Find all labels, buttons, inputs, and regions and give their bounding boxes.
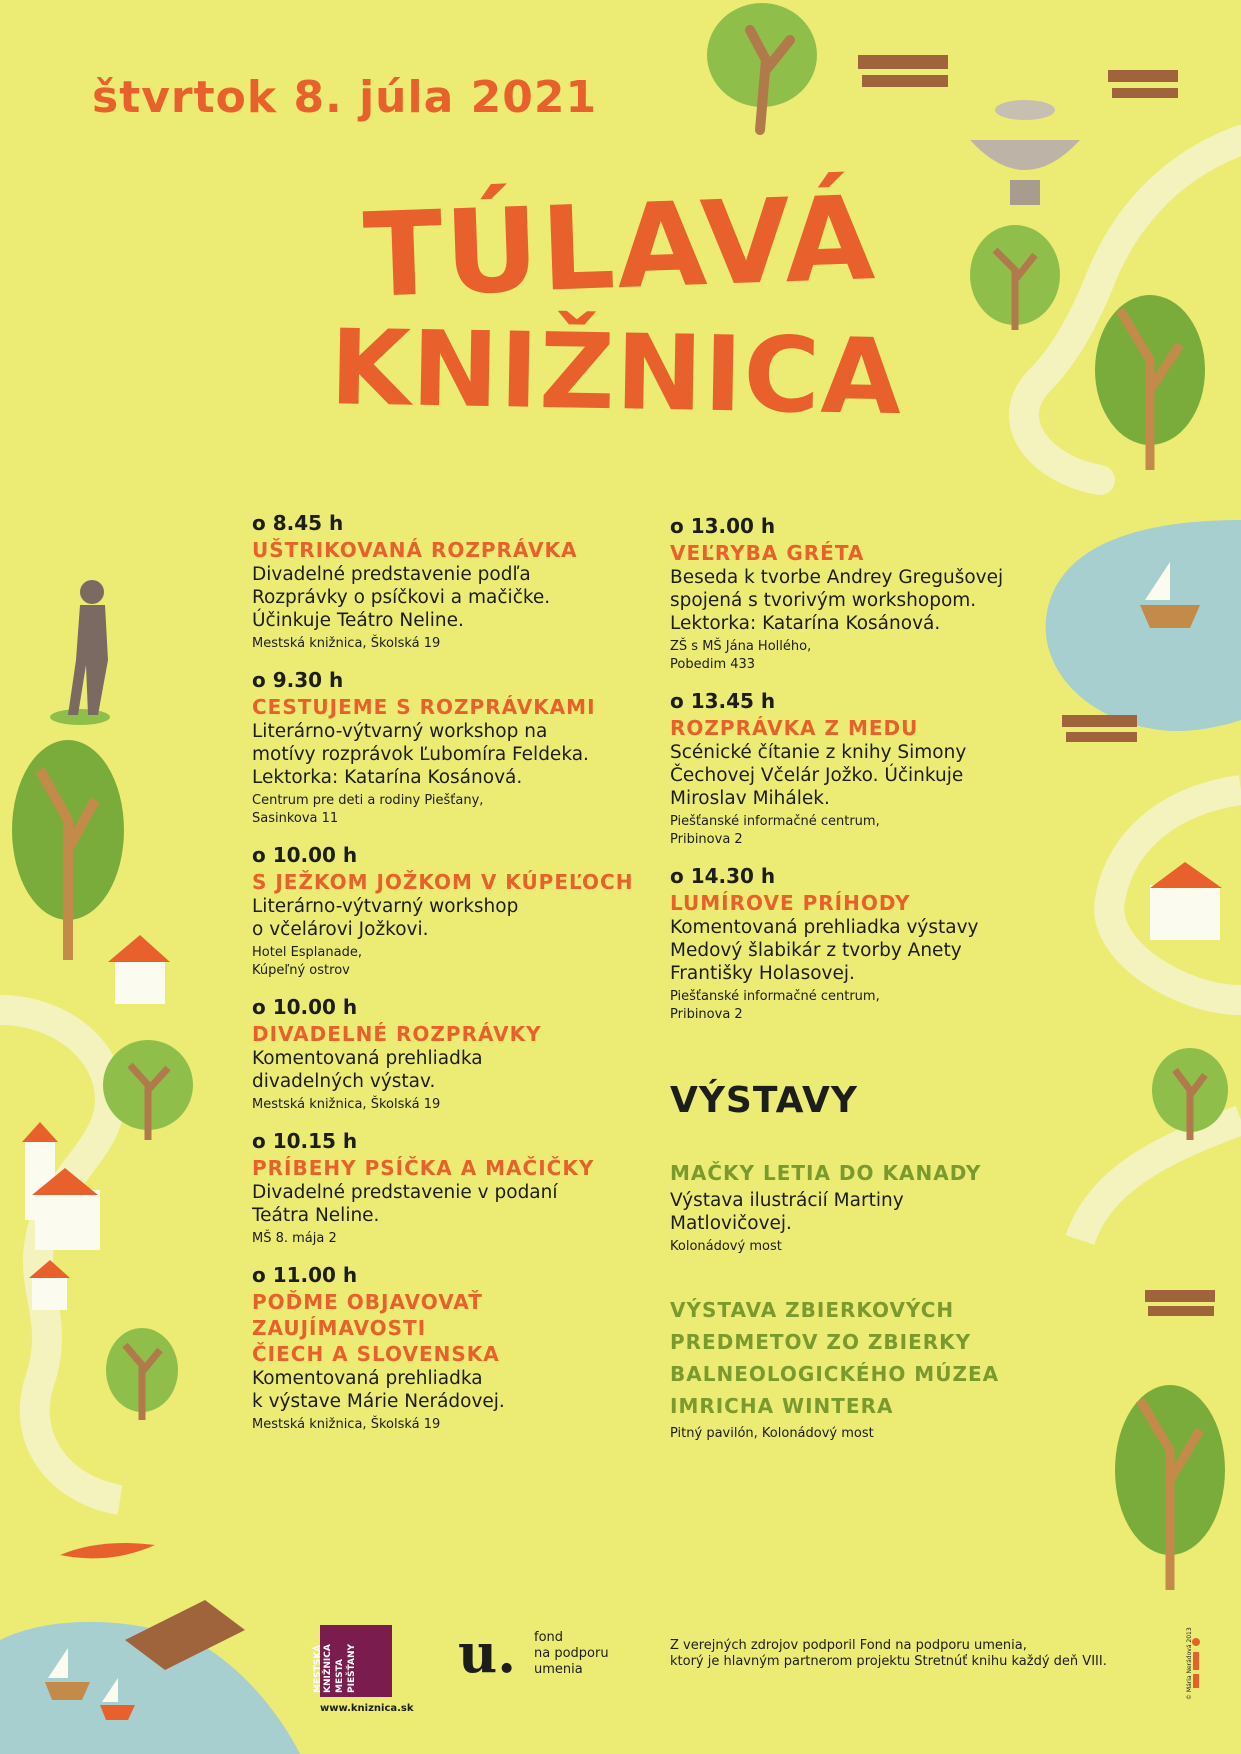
event-venue <box>252 1096 642 1114</box>
description-line: Miroslav Mihálek. <box>670 788 830 809</box>
event-time: o 10.15 h <box>252 1129 358 1153</box>
venue-line: Pitný pavilón, Kolonádový most <box>670 1426 874 1441</box>
description-line: Medový šlabikár z tvorby Anety <box>670 940 962 961</box>
exhibition-title-line: IMRICHA WINTERA <box>670 1394 894 1418</box>
description-line: Komentovaná prehliadka <box>252 1048 483 1069</box>
bench-1 <box>858 55 948 87</box>
tree-small-right <box>970 225 1060 330</box>
house-right <box>1150 862 1222 940</box>
exhibition-title <box>670 1294 1060 1422</box>
event-title-line: POĎME OBJAVOVAŤ <box>252 1290 483 1314</box>
bench-4 <box>1145 1290 1215 1316</box>
event-venue <box>252 635 642 653</box>
bench-2 <box>1108 70 1178 98</box>
venue-line: Sasinkova 11 <box>252 811 339 826</box>
event-title <box>252 1289 642 1367</box>
library-url: www.kniznica.sk <box>320 1703 414 1714</box>
event-venue <box>670 638 1060 674</box>
logo-text-line: MESTA <box>335 1659 345 1693</box>
event-description <box>252 563 642 632</box>
support-line: Z verejných zdrojov podporil Fond na podporu umenia, <box>670 1638 1027 1653</box>
venue-line: Kolonádový most <box>670 1239 782 1254</box>
description-line: Výstava ilustrácií Martiny <box>670 1190 904 1211</box>
venue-line: Mestská knižnica, Školská 19 <box>252 1097 441 1112</box>
exhibition-title-line: BALNEOLOGICKÉHO MÚZEA <box>670 1362 1000 1386</box>
tree-top <box>707 3 817 130</box>
exhibition-title <box>670 1157 1060 1189</box>
fund-text-line: fond <box>534 1630 564 1645</box>
fund-text-line: na podporu <box>534 1646 609 1661</box>
description-line: Lektorka: Katarína Kosánová. <box>252 767 523 788</box>
description-line: o včelárovi Jožkovi. <box>252 919 429 940</box>
event-title: S JEŽKOM JOŽKOM V KÚPEĽOCH <box>252 870 634 894</box>
event-venue <box>252 792 642 828</box>
support-statement <box>670 1638 1150 1670</box>
description-line: Literárno-výtvarný workshop na <box>252 721 548 742</box>
description-line: spojená s tvorivým workshopom. <box>670 590 977 611</box>
event-description <box>252 1047 642 1093</box>
venue-line: Centrum pre deti a rodiny Piešťany, <box>252 793 484 808</box>
exhibition-venue <box>670 1238 1060 1256</box>
description-line: Literárno-výtvarný workshop <box>252 896 519 917</box>
statue <box>50 580 110 725</box>
description-line: Teátra Neline. <box>252 1205 380 1226</box>
description-line: Komentovaná prehliadka <box>252 1368 483 1389</box>
venue-line: MŠ 8. mája 2 <box>252 1231 337 1246</box>
fund-logo-mark: u. <box>458 1621 517 1685</box>
event-item <box>252 667 642 828</box>
description-line: k výstave Márie Nerádovej. <box>252 1391 505 1412</box>
description-line: motívy rozprávok Ľubomíra Feldeka. <box>252 744 589 765</box>
exhibition-venue <box>670 1425 1060 1443</box>
logo-text-line: PIEŠŤANY <box>347 1643 357 1693</box>
pond-right <box>1046 520 1241 731</box>
program-column-left <box>252 510 642 1448</box>
venue-line: Mestská knižnica, Školská 19 <box>252 1417 441 1432</box>
event-venue <box>670 813 1060 849</box>
exhibition-title-line: MAČKY LETIA DO KANADY <box>670 1161 982 1185</box>
event-venue <box>252 944 642 980</box>
event-venue <box>670 988 1060 1024</box>
description-line: Účinkuje Teátro Neline. <box>252 610 464 631</box>
event-title: CESTUJEME S ROZPRÁVKAMI <box>252 695 596 719</box>
kayak <box>60 1543 155 1558</box>
event-title-line: ZAUJÍMAVOSTI <box>252 1316 427 1340</box>
illustration-credit: © Mária Nerádová 2013 <box>1186 1627 1193 1700</box>
event-title: VEĽRYBA GRÉTA <box>670 541 865 565</box>
description-line: Divadelné predstavenie podľa <box>252 564 531 585</box>
event-title: UŠTRIKOVANÁ ROZPRÁVKA <box>252 538 578 562</box>
program-column-right <box>670 513 1060 1481</box>
exhibition-item <box>670 1157 1060 1256</box>
description-line: Rozprávky o psíčkovi a mačičke. <box>252 587 551 608</box>
event-item <box>252 1128 642 1248</box>
exhibition-description <box>670 1189 1060 1235</box>
exhibition-item <box>670 1294 1060 1443</box>
event-time: o 10.00 h <box>252 843 358 867</box>
tree-left-1 <box>12 740 124 960</box>
event-time: o 9.30 h <box>252 668 344 692</box>
event-item <box>670 688 1060 849</box>
fund-logo-text <box>534 1630 609 1678</box>
event-item <box>670 513 1060 674</box>
event-item <box>252 842 642 980</box>
venue-line: Piešťanské informačné centrum, <box>670 989 880 1004</box>
tree-right-1 <box>1095 295 1205 470</box>
description-line: Lektorka: Katarína Kosánová. <box>670 613 941 634</box>
title-line-2: KNIŽNICA <box>328 306 904 439</box>
page-title <box>328 171 904 439</box>
description-line: Divadelné predstavenie v podaní <box>252 1182 558 1203</box>
bench-3 <box>1062 715 1137 742</box>
exhibition-title-line: PREDMETOV ZO ZBIERKY <box>670 1330 972 1354</box>
event-item <box>252 1262 642 1434</box>
fund-text-line: umenia <box>534 1662 583 1677</box>
event-date: štvrtok 8. júla 2021 <box>92 72 598 123</box>
fountain <box>970 100 1080 205</box>
event-description <box>670 916 1060 985</box>
event-description <box>670 741 1060 810</box>
event-time: o 14.30 h <box>670 864 776 888</box>
venue-line: Pribinova 2 <box>670 1007 743 1022</box>
event-title: DIVADELNÉ ROZPRÁVKY <box>252 1022 542 1046</box>
event-title: LUMÍROVE PRÍHODY <box>670 891 911 915</box>
event-title-line: ČIECH A SLOVENSKA <box>252 1342 500 1366</box>
event-description <box>252 720 642 789</box>
path-right-low <box>1080 1120 1241 1240</box>
description-line: Františky Holasovej. <box>670 963 855 984</box>
event-time: o 11.00 h <box>252 1263 358 1287</box>
event-item <box>670 863 1060 1024</box>
description-line: Komentovaná prehliadka výstavy <box>670 917 979 938</box>
exhibitions-heading: VÝSTAVY <box>670 1080 858 1121</box>
description-line: divadelných výstav. <box>252 1071 436 1092</box>
description-line: Matlovičovej. <box>670 1213 792 1234</box>
event-item <box>252 994 642 1114</box>
venue-line: Piešťanské informačné centrum, <box>670 814 880 829</box>
event-description <box>252 895 642 941</box>
event-title: PRÍBEHY PSÍČKA A MAČIČKY <box>252 1156 595 1180</box>
event-venue <box>252 1230 642 1248</box>
description-line: Beseda k tvorbe Andrey Gregušovej <box>670 567 1004 588</box>
event-time: o 8.45 h <box>252 511 344 535</box>
event-venue <box>252 1416 642 1434</box>
description-line: Čechovej Včelár Jožko. Účinkuje <box>670 765 964 786</box>
path-left <box>0 1010 120 1500</box>
event-time: o 13.45 h <box>670 689 776 713</box>
venue-line: ZŠ s MŠ Jána Hollého, <box>670 639 812 654</box>
event-description <box>252 1367 642 1413</box>
venue-line: Hotel Esplanade, <box>252 945 362 960</box>
event-title: ROZPRÁVKA Z MEDU <box>670 716 919 740</box>
venue-line: Kúpeľný ostrov <box>252 963 350 978</box>
description-line: Scénické čítanie z knihy Simony <box>670 742 967 763</box>
logo-text-line: KNIŽNICA <box>323 1644 333 1693</box>
support-line: ktorý je hlavným partnerom projektu Stretnúť knihu každý deň VIII. <box>670 1654 1107 1669</box>
event-time: o 13.00 h <box>670 514 776 538</box>
venue-line: Mestská knižnica, Školská 19 <box>252 636 441 651</box>
venue-line: Pribinova 2 <box>670 832 743 847</box>
exhibition-title-line: VÝSTAVA ZBIERKOVÝCH <box>670 1298 955 1322</box>
logo-text-line: MESTSKÁ <box>313 1644 323 1693</box>
event-description <box>252 1181 642 1227</box>
tree-right-3 <box>1115 1385 1225 1590</box>
house-left <box>108 935 170 1004</box>
event-description <box>670 566 1060 635</box>
event-time: o 10.00 h <box>252 995 358 1019</box>
event-item <box>252 510 642 653</box>
venue-line: Pobedim 433 <box>670 657 756 672</box>
title-line-1: TÚLAVÁ <box>361 171 879 324</box>
library-logo <box>313 1625 392 1697</box>
tree-left-3 <box>106 1328 178 1420</box>
